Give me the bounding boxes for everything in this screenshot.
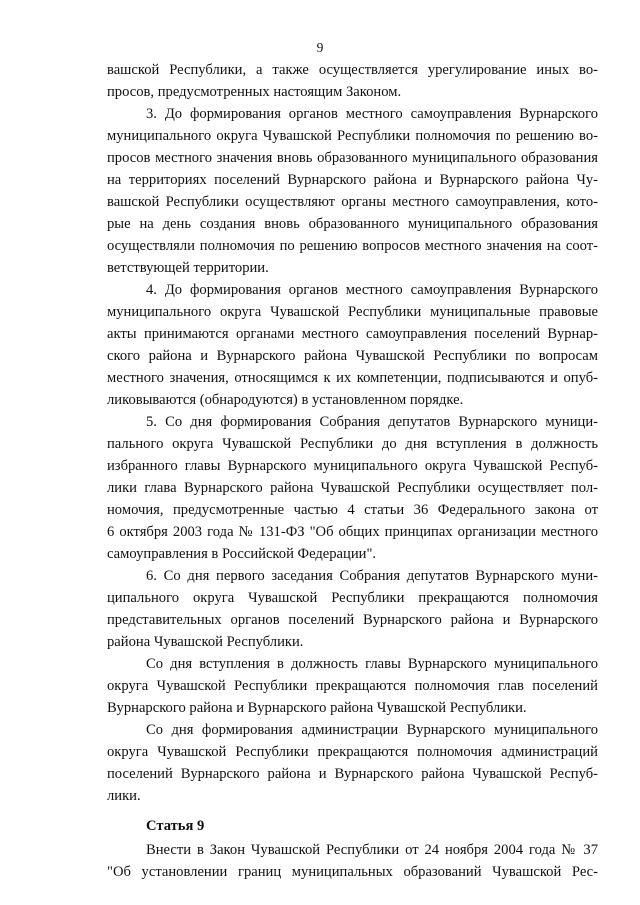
text-line: вашской Республики осуществляют органы местного самоуправления, кото- bbox=[107, 194, 598, 210]
page-number: 9 bbox=[316, 40, 324, 55]
text-line: ликовываются (обнародуются) в установленном порядке. bbox=[107, 392, 464, 408]
text-line: акты принимаются органами местного самоуправления поселений Вурнар- bbox=[107, 326, 598, 342]
text-line: Со дня формирования администрации Вурнарского муниципального bbox=[146, 722, 598, 738]
text-line: вашской Республики, а также осуществляется урегулирование иных во- bbox=[107, 62, 598, 78]
text-line: осуществляли полномочия по решению вопросов местного значения на соот- bbox=[107, 238, 598, 254]
text-line: 3. До формирования органов местного самоуправления Вурнарского bbox=[146, 106, 598, 122]
text-line: рые на день создания вновь образованного муниципального образования bbox=[107, 216, 598, 232]
text-line: просов местного значения вновь образованного муниципального образования bbox=[107, 150, 598, 166]
text-line: ского района и Вурнарского района Чувашской Республики по вопросам bbox=[107, 348, 598, 364]
text-line: просов, предусмотренных настоящим Законом. bbox=[107, 84, 402, 100]
text-line: округа Чувашской Республики прекращаются полномочия администраций bbox=[107, 744, 598, 760]
text-line: 4. До формирования органов местного самоуправления Вурнарского bbox=[146, 282, 598, 298]
text-line: местного значения, относящимся к их компетенции, подписываются и опуб- bbox=[107, 370, 598, 386]
text-line: 6. Со дня первого заседания Собрания депутатов Вурнарского муни- bbox=[146, 568, 598, 584]
text-line: района Чувашской Республики. bbox=[107, 634, 304, 650]
text-line: ветствующей территории. bbox=[107, 260, 269, 276]
text-line: ципального округа Чувашской Республики прекращаются полномочия bbox=[107, 590, 598, 606]
text-line: муниципального округа Чувашской Республики полномочия по решению во- bbox=[107, 128, 598, 144]
text-line: "Об установлении границ муниципальных образований Чувашской Рес- bbox=[107, 864, 598, 880]
text-line: муниципального округа Чувашской Республики муниципальные правовые bbox=[107, 304, 598, 320]
text-line: пального округа Чувашской Республики до дня вступления в должность bbox=[107, 436, 598, 452]
text-line: 5. Со дня формирования Собрания депутатов Вурнарского муници- bbox=[146, 414, 598, 430]
article-heading: Статья 9 bbox=[146, 818, 205, 834]
text-line: округа Чувашской Республики прекращаются полномочия глав поселений bbox=[107, 678, 598, 694]
text-line: Внести в Закон Чувашской Республики от 24 ноября 2004 года № 37 bbox=[146, 842, 598, 858]
text-line: поселений Вурнарского района и Вурнарского района Чувашской Респуб- bbox=[107, 766, 598, 782]
text-line: самоуправления в Российской Федерации". bbox=[107, 546, 377, 562]
text-line: 6 октября 2003 года № 131-ФЗ "Об общих принципах организации местного bbox=[107, 524, 598, 540]
text-line: избранного главы Вурнарского муниципального округа Чувашской Респуб- bbox=[107, 458, 598, 474]
text-line: представительных органов поселений Вурнарского района и Вурнарского bbox=[107, 612, 598, 628]
text-line: Вурнарского района и Вурнарского района Чувашской Республики. bbox=[107, 700, 527, 716]
text-line: на территориях поселений Вурнарского района и Вурнарского района Чу- bbox=[107, 172, 598, 188]
text-line: Со дня вступления в должность главы Вурнарского муниципального bbox=[146, 656, 598, 672]
text-line: номочия, предусмотренные частью 4 статьи 36 Федерального закона от bbox=[107, 502, 598, 518]
text-line: лики глава Вурнарского района Чувашской Республики осуществляет пол- bbox=[107, 480, 598, 496]
text-line: лики. bbox=[107, 788, 141, 804]
